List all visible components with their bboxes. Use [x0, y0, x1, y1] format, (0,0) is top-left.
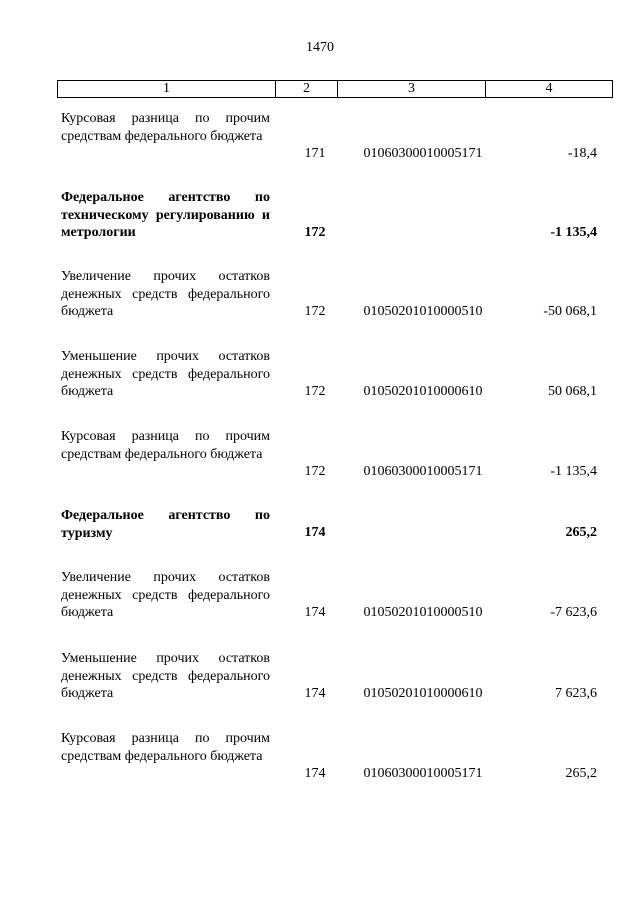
- row-code: 171: [304, 146, 326, 161]
- row-amount: 50 068,1: [548, 384, 597, 399]
- row-kbk: 01060300010005171: [363, 146, 483, 161]
- row-code: 172: [304, 304, 326, 319]
- row-code: 174: [304, 686, 326, 701]
- row-code: 172: [304, 464, 326, 479]
- row-description: Уменьшение прочих остатков денежных средств федерального бюджета: [61, 349, 270, 399]
- row-kbk: 01050201010000610: [363, 384, 483, 399]
- row-amount: 265,2: [565, 525, 597, 540]
- row-description: Федеральное агентство по туризму: [61, 508, 270, 541]
- row-description: Увеличение прочих остатков денежных средств федерального бюджета: [61, 269, 270, 319]
- column-header-2: 2: [276, 81, 338, 98]
- row-amount: 265,2: [565, 766, 597, 781]
- row-kbk: 01060300010005171: [363, 464, 483, 479]
- column-header-3: 3: [338, 81, 486, 98]
- column-header-1: 1: [58, 81, 276, 98]
- row-kbk: 01050201010000510: [363, 605, 483, 620]
- row-description: Уменьшение прочих остатков денежных средств федерального бюджета: [61, 651, 270, 701]
- row-description: Курсовая разница по прочим средствам федерального бюджета: [61, 111, 270, 144]
- row-description: Курсовая разница по прочим средствам федерального бюджета: [61, 731, 270, 764]
- row-description: Курсовая разница по прочим средствам федерального бюджета: [61, 429, 270, 462]
- row-amount: -1 135,4: [550, 225, 597, 240]
- row-code: 174: [304, 605, 326, 620]
- row-code: 174: [304, 525, 326, 540]
- row-code: 174: [304, 766, 326, 781]
- row-description: Федеральное агентство по техническому регулированию и метрологии: [61, 190, 270, 240]
- row-amount: -1 135,4: [550, 464, 597, 479]
- row-amount: -50 068,1: [543, 304, 597, 319]
- row-amount: 7 623,6: [555, 686, 597, 701]
- page-number: 1470: [306, 40, 334, 55]
- row-description: Увеличение прочих остатков денежных средств федерального бюджета: [61, 570, 270, 620]
- column-header-table: [57, 80, 613, 98]
- row-kbk: 01050201010000610: [363, 686, 483, 701]
- row-kbk: 01050201010000510: [363, 304, 483, 319]
- row-code: 172: [304, 225, 326, 240]
- column-header-4: 4: [486, 81, 613, 98]
- row-amount: -18,4: [567, 146, 597, 161]
- row-code: 172: [304, 384, 326, 399]
- row-kbk: 01060300010005171: [363, 766, 483, 781]
- row-amount: -7 623,6: [550, 605, 597, 620]
